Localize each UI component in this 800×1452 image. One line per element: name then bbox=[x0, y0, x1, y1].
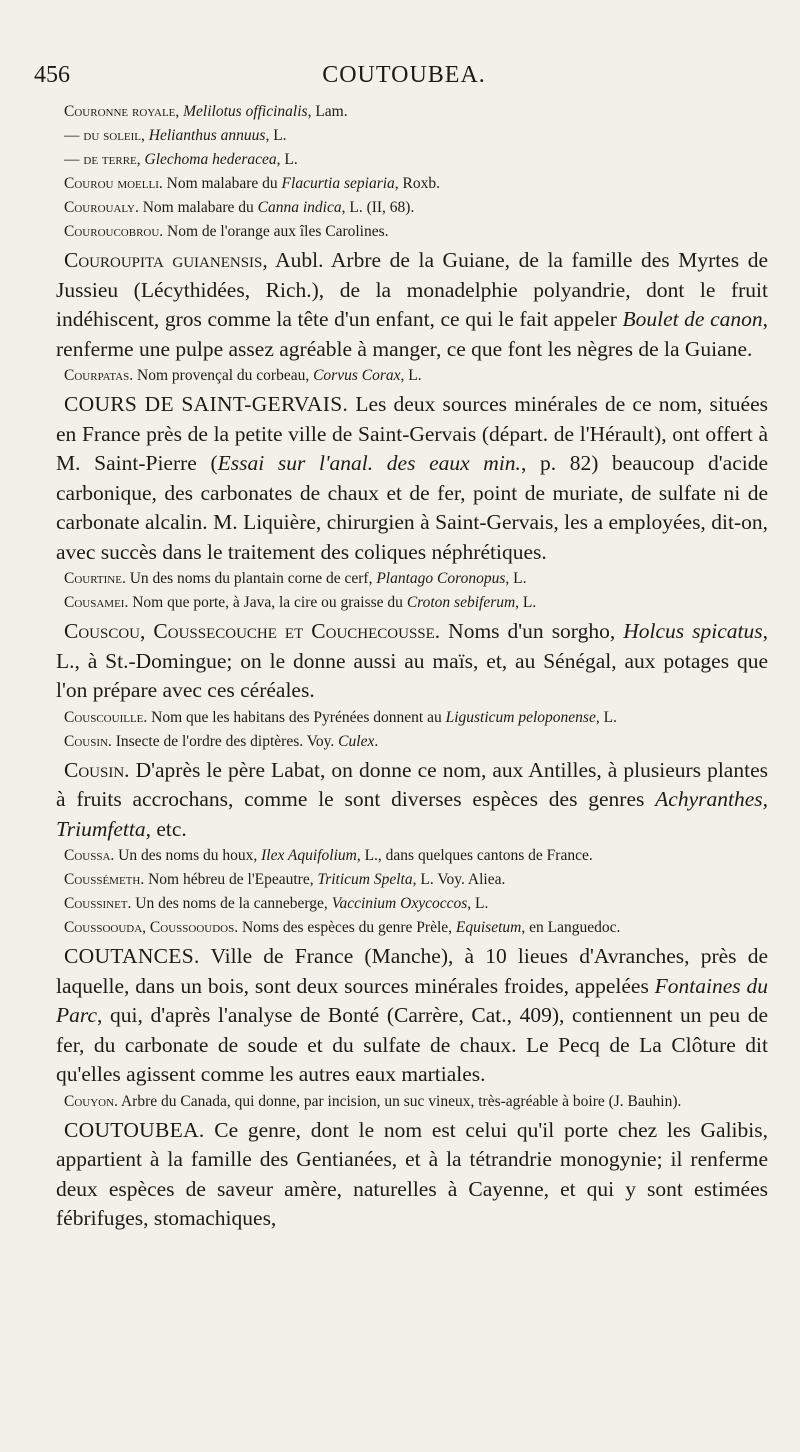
dictionary-entry bbox=[56, 730, 768, 754]
entry-headword: Couscouille. bbox=[64, 708, 148, 726]
entry-italic-term: Croton sebiferum bbox=[406, 594, 516, 611]
entry-text: , L. bbox=[595, 708, 617, 726]
entry-italic-term: Vaccinium Oxycoccos bbox=[331, 895, 468, 912]
dictionary-entry bbox=[56, 617, 768, 706]
entry-headword: Courou moelli. bbox=[64, 175, 163, 192]
entry-text: , bbox=[141, 127, 149, 144]
entry-text: , L. bbox=[400, 367, 422, 384]
entry-text: , renferme une pulpe assez agréable à manger, ce que font les nègres de la Guiane. bbox=[56, 307, 768, 361]
entry-italic-term: Culex bbox=[338, 732, 375, 750]
entry-text: , L. bbox=[276, 151, 298, 168]
entry-text: Les deux sources minérales de ce nom, situées en France près de la petite ville de Saint-Gervais (départ. de l'Hérault), ont offert à M. Saint-Pierre ( bbox=[56, 392, 768, 475]
entry-text: , qui, d'après l'analyse de Bonté (Carrère, Cat., 409), contiennent un peu de fer, du carbonate de soude et du sulfate de chaux. Le Pecq de La Clôture dit qu'elles agissent comme les autres eaux martiales. bbox=[56, 1003, 768, 1086]
entry-text: , L., à St.-Domingue; on le donne aussi au maïs, et, au Sénégal, aux potages que l'on prépare avec ces céréales. bbox=[56, 619, 768, 702]
entry-italic-term: Fontaines du Parc bbox=[56, 973, 768, 1027]
entry-text: , bbox=[136, 151, 145, 168]
entry-text: Insecte de l'ordre des diptères. Voy. bbox=[111, 732, 339, 750]
entry-italic-term: Boulet de canon bbox=[622, 307, 763, 331]
entry-text: Noms des espèces du genre Prèle, bbox=[238, 919, 456, 936]
entry-headword: — de terre bbox=[64, 151, 137, 168]
entry-text: . bbox=[374, 732, 379, 750]
dictionary-entry bbox=[56, 916, 768, 940]
entry-italic-term: Holcus spicatus bbox=[623, 619, 763, 643]
entry-text: Un des noms du houx, bbox=[114, 847, 262, 864]
entry-text: , Lam. bbox=[307, 103, 348, 120]
entry-headword-caps: COUTANCES. bbox=[64, 944, 200, 968]
entry-text: Nom malabare du bbox=[138, 199, 258, 216]
dictionary-entry bbox=[56, 844, 768, 868]
entry-headword: Courpatas. bbox=[64, 367, 134, 384]
entry-italic-term: Ligusticum peloponense bbox=[445, 708, 596, 726]
dictionary-entry bbox=[56, 591, 768, 615]
entry-text: Noms d'un sorgho, bbox=[440, 619, 624, 643]
entry-headword: Courtine. bbox=[64, 570, 126, 587]
dictionary-entry bbox=[56, 567, 768, 591]
entry-headword: Coussa. bbox=[64, 847, 115, 864]
page-number: 456 bbox=[34, 62, 70, 88]
entry-headword: Coussinet. bbox=[64, 895, 132, 912]
entry-headword: Couroucobrou. bbox=[64, 223, 164, 240]
entry-text: , L. bbox=[505, 570, 527, 587]
entry-text: , en Languedoc. bbox=[521, 919, 621, 936]
dictionary-entry bbox=[56, 364, 768, 388]
dictionary-entry bbox=[56, 124, 768, 148]
entry-text: Un des noms de la canneberge, bbox=[131, 895, 332, 912]
entry-headword-caps: COUTOUBEA. bbox=[64, 1117, 205, 1142]
dictionary-entry bbox=[56, 172, 768, 196]
entry-text: , L. bbox=[265, 127, 287, 144]
entry-text: Nom hébreu de l'Epeautre, bbox=[144, 871, 318, 888]
entry-italic-term: Melilotus officinalis bbox=[183, 103, 308, 120]
entry-text: Nom malabare du bbox=[162, 175, 282, 192]
entry-text: Un des noms du plantain corne de cerf, bbox=[125, 570, 377, 587]
entry-text: , L. bbox=[467, 895, 489, 912]
entry-text: , L. (II, 68). bbox=[341, 199, 415, 216]
dictionary-entry bbox=[56, 246, 768, 364]
entry-text: , L., dans quelques cantons de France. bbox=[356, 847, 593, 864]
entry-italic-term: Equisetum bbox=[455, 919, 522, 936]
entry-text: , etc. bbox=[145, 816, 187, 841]
dictionary-entry bbox=[56, 390, 768, 567]
entry-text: Nom que porte, à Java, la cire ou graisse du bbox=[128, 594, 407, 611]
entry-text: Nom de l'orange aux îles Carolines. bbox=[163, 223, 389, 240]
dictionary-entry bbox=[56, 148, 768, 172]
entry-italic-term: Achyranthes, Triumfetta bbox=[56, 787, 768, 841]
dictionary-entry bbox=[56, 100, 768, 124]
dictionary-entry bbox=[56, 942, 768, 1090]
entry-text: Nom que les habitans des Pyrénées donnent au bbox=[147, 708, 446, 726]
entry-headword: Coussoouda, Coussooudos. bbox=[64, 919, 239, 936]
entry-text: , L. Voy. Aliea. bbox=[412, 871, 506, 888]
entry-text: Ce genre, dont le nom est celui qu'il porte chez les Galibis, appartient à la famille des Gentianées, et à la tétrandrie monogynie; il renferme deux espèces de saveur amère, naturelles à Cayenne, et qui y sont estimées fébrifuges, stomachiques, bbox=[56, 1117, 768, 1230]
dictionary-entries bbox=[56, 100, 768, 1234]
entry-headword: Coussémeth. bbox=[64, 871, 145, 888]
page-header bbox=[34, 62, 774, 98]
entry-italic-term: Triticum Spelta bbox=[317, 871, 413, 888]
entry-text: , Aubl. Arbre de la Guiane, de la famille des Myrtes de Jussieu (Lécythidées, Rich.), de la monadelphie polyandrie, dont le fruit indéhiscent, gros comme la tête d'un enfant, ce qui le fait appeler bbox=[56, 248, 768, 331]
entry-italic-term: Ilex Aquifolium bbox=[261, 847, 357, 864]
entry-headword: Cousin. bbox=[64, 732, 112, 750]
entry-text: D'après le père Labat, on donne ce nom, aux Antilles, à plusieurs plantes à fruits accrochans, comme le sont diverses espèces des genres bbox=[56, 757, 768, 811]
entry-text: Arbre du Canada, qui donne, par incision, un suc vineux, très-agréable à boire (J. Bauhin). bbox=[117, 1092, 682, 1110]
entry-text: , p. 82) beaucoup d'acide carbonique, des carbonates de chaux et de fer, point de muriate, de sulfate ni de carbonate alcalin. M. Liquière, chirurgien à Saint-Gervais, les a employées, dit-on, avec succès dans le traitement des coliques néphrétiques. bbox=[56, 451, 769, 564]
dictionary-entry bbox=[56, 868, 768, 892]
entry-headword-caps: COURS DE SAINT-GERVAIS. bbox=[64, 392, 349, 416]
entry-headword: Cousin. bbox=[64, 757, 130, 782]
dictionary-entry bbox=[56, 892, 768, 916]
entry-text: Nom provençal du corbeau, bbox=[133, 367, 314, 384]
entry-text: Ville de France (Manche), à 10 lieues d'Avranches, près de laquelle, dans un bois, sont deux sources minérales froides, appelées bbox=[56, 944, 768, 998]
dictionary-entry bbox=[56, 756, 768, 845]
entry-italic-term: Essai sur l'anal. des eaux min. bbox=[217, 451, 521, 475]
dictionary-entry bbox=[56, 196, 768, 220]
entry-headword: Couyon. bbox=[64, 1092, 118, 1110]
entry-text: , L. bbox=[515, 594, 537, 611]
entry-headword: Couroualy. bbox=[64, 199, 139, 216]
entry-text: , bbox=[175, 103, 184, 120]
entry-headword: Couronne royale bbox=[64, 103, 176, 120]
entry-italic-term: Glechoma hederacea bbox=[144, 151, 277, 168]
entry-headword: Couroupita guianensis bbox=[64, 248, 263, 272]
entry-italic-term: Canna indica bbox=[257, 199, 342, 216]
entry-italic-term: Helianthus annuus bbox=[148, 127, 266, 144]
dictionary-entry bbox=[56, 706, 768, 730]
dictionary-entry bbox=[56, 1090, 768, 1114]
entry-italic-term: Plantago Coronopus bbox=[376, 570, 506, 587]
entry-headword: Couscou, Coussecouche et Couchecousse. bbox=[64, 619, 441, 643]
entry-headword: Cousamei. bbox=[64, 594, 129, 611]
entry-italic-term: Flacurtia sepiaria bbox=[281, 175, 395, 192]
entry-italic-term: Corvus Corax bbox=[313, 367, 401, 384]
entry-text: , Roxb. bbox=[394, 175, 440, 192]
running-head: COUTOUBEA. bbox=[322, 62, 486, 88]
dictionary-entry bbox=[56, 1116, 768, 1234]
entry-headword: — du soleil bbox=[64, 127, 142, 144]
dictionary-entry bbox=[56, 220, 768, 244]
